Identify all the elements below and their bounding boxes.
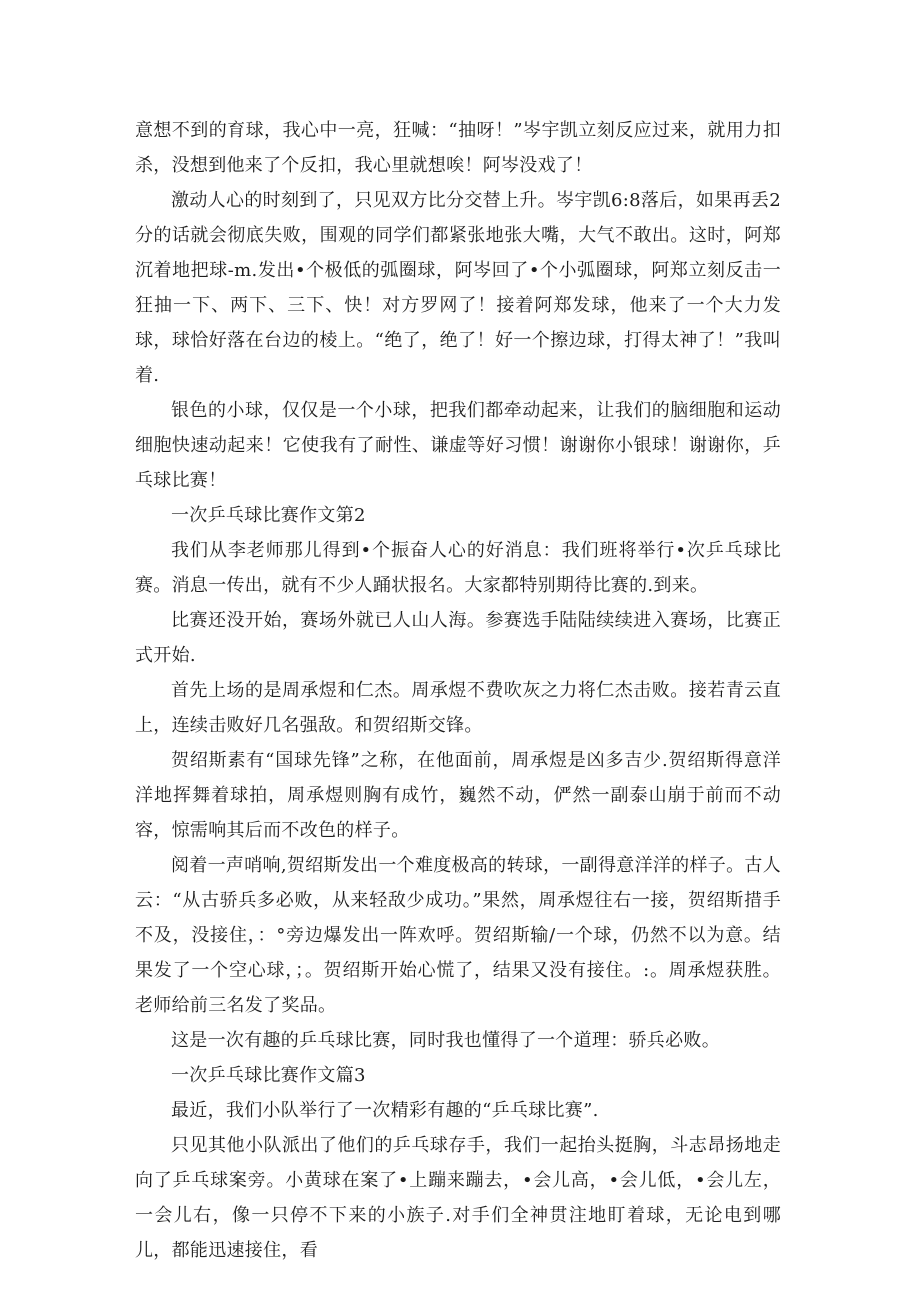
paragraph-continuation: 意想不到的育球，我心中一亮，狂喊：“抽呀！”岑宇凯立刻反应过来，就用力扣杀，没想到他来了个反扣，我心里就想唉！阿岑没戏了！: [135, 120, 781, 176]
paragraph: 最近，我们小队举行了一次精彩有趣的“乒乓球比赛”.: [171, 1100, 599, 1121]
paragraph: 贺绍斯素有“国球先锋”之称，在他面前，周承煜是凶多吉少.贺绍斯得意洋洋地挥舞着球拍，周承煜则胸有成竹，巍然不动，俨然一副泰山崩于前而不动容，惊需响其后而不改色的样子。: [135, 750, 781, 841]
document-body: [135, 113, 781, 1268]
paragraph: 我们从李老师那儿得到•个振奋人心的好消息：我们班将举行•次乒乓球比赛。消息一传出，就有不少人踊状报名。大家都特别期待比赛的.到来。: [135, 540, 781, 596]
paragraph: 只见其他小队派出了他们的乒乓球存手，我们一起抬头挺胸，斗志昂扬地走向了乒乓球案旁。小黄球在案了•上蹦来蹦去，•会儿高，•会儿低，•会儿左，一会儿右，像一只停不下来的小族子.对手们全神贯注地盯着球，无论电到哪儿，都能迅速接住，看: [135, 1135, 781, 1261]
section-heading-3: 一次乒乓球比赛作文篇3: [171, 1065, 366, 1086]
paragraph: 阅着一声哨响,贺绍斯发出一个难度极高的转球，一副得意洋洋的样子。古人云：“从古骄兵多必败，从来轻敌少成功。”果然，周承煜往右一接，贺绍斯措手不及，没接住，：°旁边爆发出一阵欢呼。贺绍斯输/一个球，仍然不以为意。结果发了一个空心球，；。贺绍斯开始心慌了，结果又没有接住。:。周承煜获胜。老师给前三名发了奖品。: [135, 855, 781, 1016]
section-heading-2: 一次乒乓球比赛作文第2: [171, 505, 366, 526]
paragraph: 首先上场的是周承煜和仁杰。周承煜不费吹灰之力将仁杰击败。接若青云直上，连续击败好几名强敌。和贺绍斯交锋。: [135, 680, 781, 736]
paragraph: 这是一次有趣的乒乓球比赛，同时我也懂得了一个道理：骄兵必败。: [171, 1030, 720, 1051]
paragraph: 银色的小球，仅仅是一个小球，把我们都牵动起来，让我们的脑细胞和运动细胞快速动起来！它使我有了耐性、谦虚等好习惯！谢谢你小银球！谢谢你，乒乓球比赛！: [135, 400, 781, 491]
paragraph: 比赛还没开始，赛场外就已人山人海。参赛选手陆陆续续进入赛场，比赛正式开始.: [135, 610, 781, 666]
paragraph: 激动人心的时刻到了，只见双方比分交替上升。岑宇凯6:8落后，如果再丢2分的话就会彻底失败，围观的同学们都紧张地张大嘴，大气不敢出。这时，阿郑沉着地把球-m.发出•个极低的弧圈球，阿岑回了•个小弧圈球，阿郑立刻反击一狂抽一下、两下、三下、快！对方罗网了！接着阿郑发球，他来了一个大力发球，球恰好落在台边的棱上。“绝了，绝了！好一个擦边球，打得太神了！”我叫着.: [135, 190, 781, 386]
